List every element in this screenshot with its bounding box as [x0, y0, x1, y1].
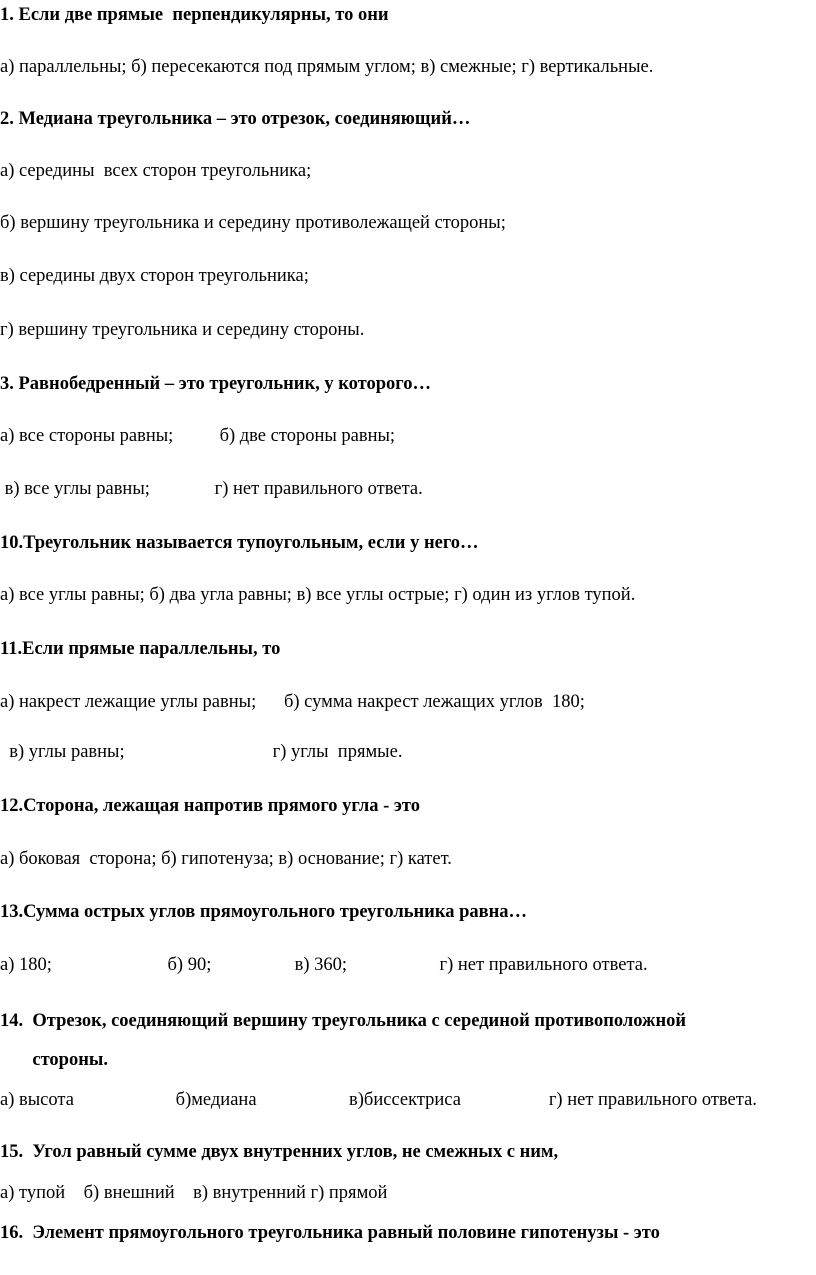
- question-15-title: 15. Угол равный сумме двух внутренних углов, не смежных с ним,: [0, 1142, 559, 1162]
- question-2-answer-a: а) середины всех сторон треугольника;: [0, 161, 312, 181]
- question-3-answers-row1: а) все стороны равны; б) две стороны равны;: [0, 426, 396, 446]
- question-14-title: 14. Отрезок, соединяющий вершину треугольника с серединой противоположной: [0, 1011, 687, 1031]
- question-10-title: 10.Треугольник называется тупоугольным, если у него…: [0, 533, 479, 553]
- question-13-title: 13.Сумма острых углов прямоугольного треугольника равна…: [0, 902, 528, 922]
- question-15-answers: а) тупой б) внешний в) внутренний г) прямой: [0, 1183, 388, 1203]
- question-11-answers-row2: в) углы равны; г) углы прямые.: [0, 742, 403, 762]
- question-1-title: 1. Если две прямые перпендикулярны, то они: [0, 5, 389, 25]
- question-10-answers: а) все углы равны; б) два угла равны; в) все углы острые; г) один из углов тупой.: [0, 585, 636, 605]
- question-3-title: 3. Равнобедренный – это треугольник, у которого…: [0, 374, 431, 394]
- question-11-title: 11.Если прямые параллельны, то: [0, 639, 281, 659]
- question-11-answers-row1: а) накрест лежащие углы равны; б) сумма накрест лежащих углов 180;: [0, 692, 585, 712]
- question-12-title: 12.Сторона, лежащая напротив прямого угла - это: [0, 796, 420, 816]
- question-12-answers: а) боковая сторона; б) гипотенуза; в) основание; г) катет.: [0, 849, 452, 869]
- question-1-answers: а) параллельны; б) пересекаются под прямым углом; в) смежные; г) вертикальные.: [0, 57, 654, 77]
- question-2-answer-d: г) вершину треугольника и середину стороны.: [0, 320, 365, 340]
- question-2-title: 2. Медиана треугольника – это отрезок, соединяющий…: [0, 109, 471, 129]
- question-14-title-cont: стороны.: [0, 1050, 108, 1070]
- question-2-answer-b: б) вершину треугольника и середину противолежащей стороны;: [0, 213, 506, 233]
- question-13-answers: а) 180; б) 90; в) 360; г) нет правильного ответа.: [0, 955, 648, 975]
- question-3-answers-row2: в) все углы равны; г) нет правильного ответа.: [0, 479, 423, 499]
- question-16-title: 16. Элемент прямоугольного треугольника равный половине гипотенузы - это: [0, 1223, 660, 1243]
- question-2-answer-c: в) середины двух сторон треугольника;: [0, 266, 309, 286]
- question-14-answers: а) высота б)медиана в)биссектриса г) нет правильного ответа.: [0, 1090, 757, 1110]
